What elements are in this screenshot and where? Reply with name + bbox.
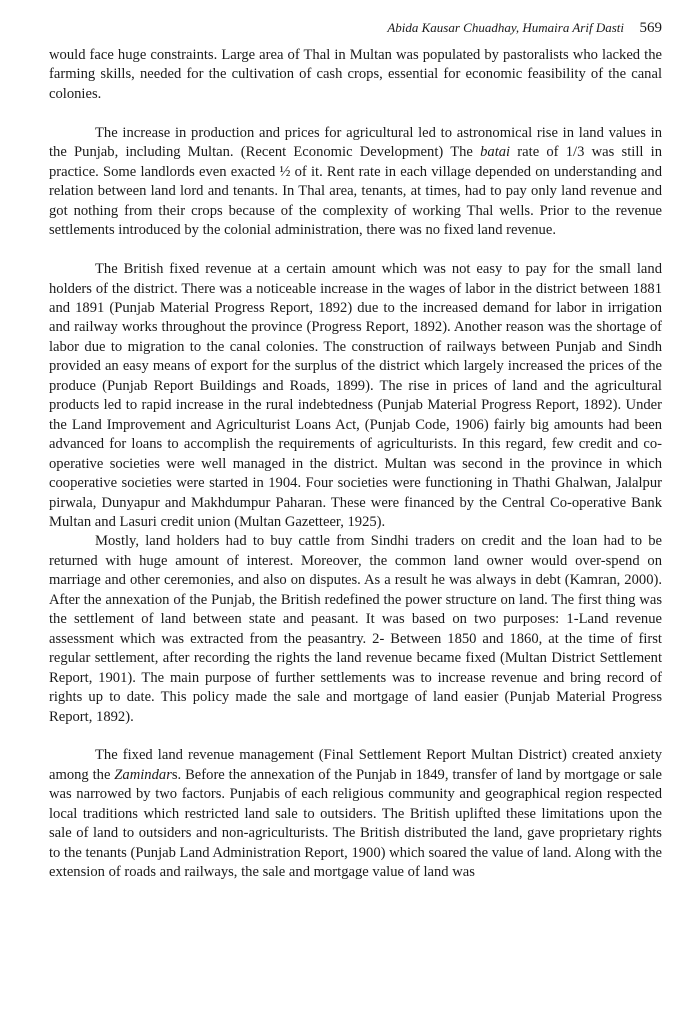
paragraph-2 (49, 124, 662, 241)
term-zamindar: Zamindar (114, 766, 172, 783)
page-number: 569 (639, 20, 662, 36)
header-authors: Abida Kausar Chuadhay, Humaira Arif Dasti (387, 20, 624, 35)
running-header (50, 18, 662, 39)
paragraph-4: Mostly, land holders had to buy cattle from Sindhi traders on credit and the loan had to be returned with huge amount of interest. Moreover, the common land owner would over-spend on marriage and other ceremonies, and also on disputes. As a result he was always in debt (Kamran, 2000). After the annexation of the Punjab, the British redefined the power structure on land. The first thing was the settlement of land between state and peasant. It was based on two purposes: 1-Land revenue assessment which was extracted from the peasantry. 2- Between 1850 and 1860, at the time of first regular settlement, after recording the rights the land revenue became fixed (Multan District Settlement Report, 1901). The main purpose of further settlements was to increase revenue and bring record of rights up to date. This policy made the sale and mortgage of land easier (Punjab Material Progress Report, 1892). (49, 533, 662, 725)
paragraph-3: The British fixed revenue at a certain amount which was not easy to pay for the small land holders of the district. There was a noticeable increase in the wages of labor in the district between 1881 and 1891 (Punjab Material Progress Report, 1892) due to the increased demand for labor in irrigation and railway works throughout the province (Progress Report, 1892). Another reason was the shortage of labor due to migration to the canal colonies. The construction of railways between Punjab and Sindh provided an easy means of export for the surplus of the district which largely increased the prices of the produce (Punjab Report Buildings and Roads, 1899). The rise in prices of land and the agricultural products led to rapid increase in the rural indebtedness (Punjab Material Progress Report, 1892). Under the Land Improvement and Agriculturist Loans Act, (Punjab Code, 1906) fairly big amounts had been advanced for loans to accomplish the requirements of agriculturists. In this regard, few credit and co-operative societies were well managed in the district. Multan was second in the province in which cooperative societies were started in 1904. Four societies were functioning in Thathi Ghalwan, Jalalpur pirwala, Dunyapur and Makhdumpur Paharan. These were financed by the Central Co-operative Bank Multan and Lasuri credit union (Multan Gazetteer, 1925). (49, 261, 662, 530)
paragraph-5-text-c: s. Before the annexation of the Punjab in 1849, transfer of land by mortgage or sale was narrowed by two factors. Punjabis of each religious community and geographical region respected local traditions which restricted land sale to outsiders. The British uplifted these limitations upon the sale of land to outsiders and non-agriculturists. The British distributed the land, gave proprietary rights to the tenants (Punjab Land Administration Report, 1900) which soared the value of land. Along with the extension of roads and railways, the sale and mortgage value of land was (49, 766, 662, 881)
paragraph-2-text-c: rate of 1/3 was still in practice. Some landlords even exacted ½ of it. Rent rate in each village depended on understanding and relation between land lord and tenants. In Thal area, tenants, at times, had to pay only land revenue and got nothing from their crops because of the complexity of working Thal wells. Prior to the revenue settlements introduced by the colonial administration, there was no fixed land revenue. (49, 144, 662, 239)
paragraph-2-text-a: The increase in production and prices for agricultural led to astronomical rise in land values in the Punjab, including Multan. (Recent Economic Development) The (49, 124, 662, 161)
term-batai: batai (480, 144, 511, 161)
paragraph-5-text-a: The fixed land revenue management (Final Settlement Report Multan District) created anxiety among the (49, 747, 662, 783)
paragraph-1: would face huge constraints. Large area of Thal in Multan was populated by pastoralists who lacked the farming skills, needed for the cultivation of cash crops, essential for economic feasibility of the canal colonies. (49, 47, 662, 102)
article-body (49, 46, 662, 883)
paragraph-5 (49, 746, 662, 882)
